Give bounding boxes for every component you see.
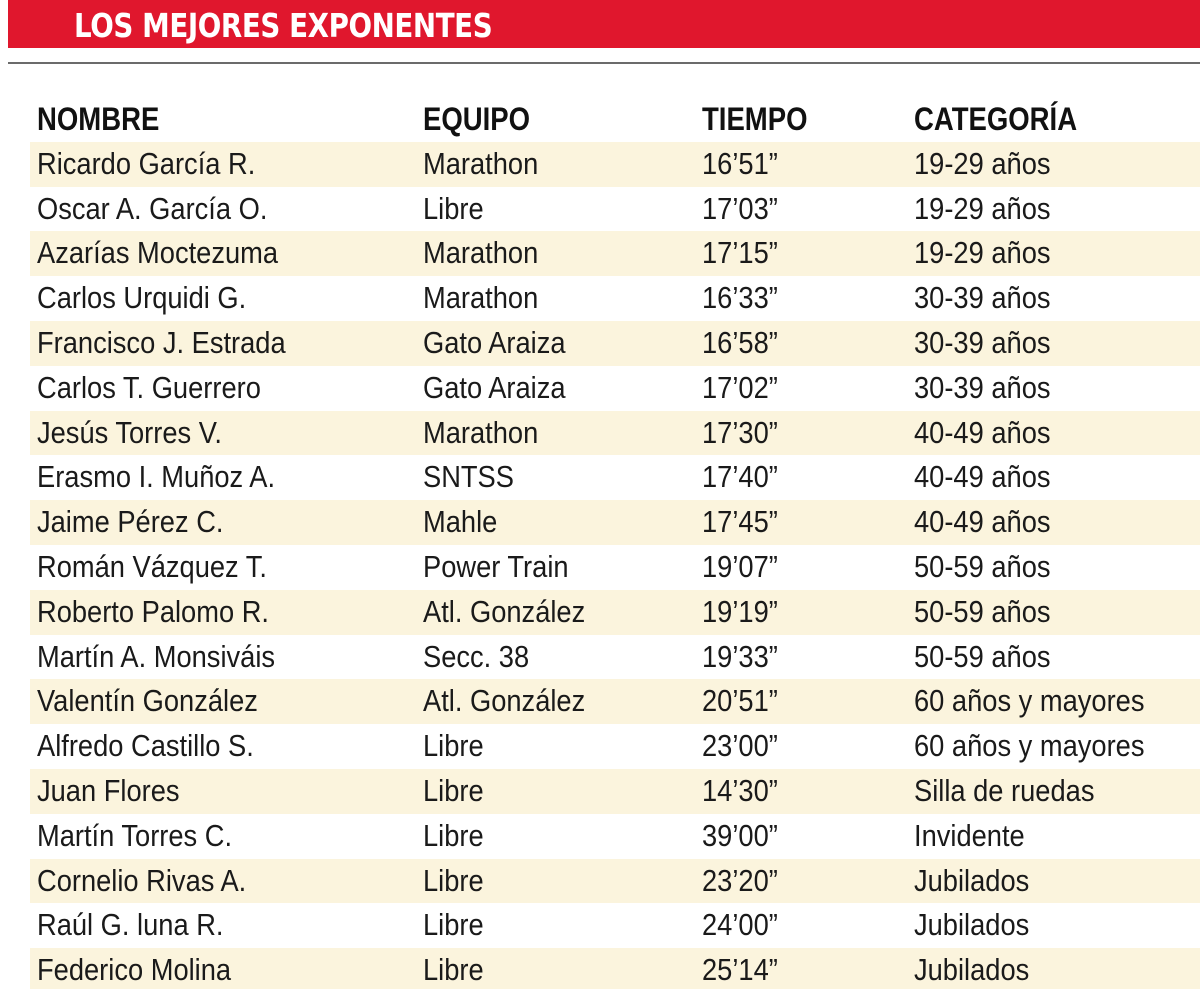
table-row xyxy=(30,231,1200,276)
cell-categoria: 50-59 años xyxy=(914,593,1051,629)
cell-tiempo: 16’58” xyxy=(702,324,778,360)
cell-nombre: Federico Molina xyxy=(37,952,232,988)
table-row xyxy=(30,814,1200,859)
cell-categoria: Jubilados xyxy=(914,862,1030,898)
cell-equipo: Atl. González xyxy=(423,593,586,629)
cell-nombre: Raúl G. luna R. xyxy=(37,907,224,943)
column-header-tiempo: TIEMPO xyxy=(702,101,808,137)
cell-equipo: Atl. González xyxy=(423,683,586,719)
cell-tiempo: 20’51” xyxy=(702,683,778,719)
table-header-row xyxy=(30,97,1200,142)
cell-categoria: 40-49 años xyxy=(914,414,1051,450)
cell-tiempo: 17’40” xyxy=(702,459,778,495)
cell-equipo: Libre xyxy=(423,817,484,853)
cell-tiempo: 19’19” xyxy=(702,593,778,629)
cell-tiempo: 24’00” xyxy=(702,907,778,943)
cell-tiempo: 17’02” xyxy=(702,369,778,405)
cell-equipo: Gato Araiza xyxy=(423,324,566,360)
cell-equipo: Marathon xyxy=(423,145,539,181)
cell-nombre: Martín Torres C. xyxy=(37,817,233,853)
cell-nombre: Ricardo García R. xyxy=(37,145,256,181)
cell-categoria: Jubilados xyxy=(914,907,1030,943)
cell-categoria: 19-29 años xyxy=(914,145,1051,181)
table-row xyxy=(30,500,1200,545)
cell-equipo: Gato Araiza xyxy=(423,369,566,405)
cell-equipo: Libre xyxy=(423,862,484,898)
table-row xyxy=(30,948,1200,989)
table-row xyxy=(30,545,1200,590)
cell-categoria: Silla de ruedas xyxy=(914,772,1095,808)
table-row xyxy=(30,859,1200,904)
table-row xyxy=(30,187,1200,232)
table-row xyxy=(30,724,1200,769)
cell-categoria: 30-39 años xyxy=(914,280,1051,316)
cell-nombre: Juan Flores xyxy=(37,772,180,808)
cell-tiempo: 19’07” xyxy=(702,548,778,584)
cell-categoria: 40-49 años xyxy=(914,504,1051,540)
cell-tiempo: 17’15” xyxy=(702,235,778,271)
cell-equipo: Libre xyxy=(423,952,484,988)
cell-tiempo: 23’20” xyxy=(702,862,778,898)
table-row xyxy=(30,142,1200,187)
table-row xyxy=(30,903,1200,948)
divider xyxy=(8,62,1200,64)
table-row xyxy=(30,590,1200,635)
cell-tiempo: 14’30” xyxy=(702,772,778,808)
cell-categoria: 30-39 años xyxy=(914,369,1051,405)
cell-tiempo: 25’14” xyxy=(702,952,778,988)
cell-equipo: Power Train xyxy=(423,548,569,584)
table-row xyxy=(30,321,1200,366)
cell-categoria: 40-49 años xyxy=(914,459,1051,495)
cell-equipo: Marathon xyxy=(423,235,539,271)
cell-categoria: 60 años y mayores xyxy=(914,728,1145,764)
cell-tiempo: 16’33” xyxy=(702,280,778,316)
cell-categoria: 30-39 años xyxy=(914,324,1051,360)
cell-equipo: Libre xyxy=(423,772,484,808)
cell-equipo: Secc. 38 xyxy=(423,638,530,674)
cell-tiempo: 39’00” xyxy=(702,817,778,853)
cell-equipo: Libre xyxy=(423,728,484,764)
table-body xyxy=(30,142,1200,989)
cell-categoria: 19-29 años xyxy=(914,190,1051,226)
cell-equipo: SNTSS xyxy=(423,459,514,495)
page-title: LOS MEJORES EXPONENTES xyxy=(74,6,493,45)
table-row xyxy=(30,276,1200,321)
cell-categoria: 50-59 años xyxy=(914,548,1051,584)
table-row xyxy=(30,411,1200,456)
cell-nombre: Francisco J. Estrada xyxy=(37,324,286,360)
cell-nombre: Carlos Urquidi G. xyxy=(37,280,247,316)
column-header-equipo: EQUIPO xyxy=(423,101,531,137)
cell-categoria: 50-59 años xyxy=(914,638,1051,674)
table-row xyxy=(30,635,1200,680)
cell-nombre: Oscar A. García O. xyxy=(37,190,268,226)
table-row xyxy=(30,769,1200,814)
title-banner xyxy=(8,0,1200,48)
cell-equipo: Marathon xyxy=(423,414,539,450)
cell-categoria: Invidente xyxy=(914,817,1025,853)
cell-nombre: Roberto Palomo R. xyxy=(37,593,269,629)
cell-nombre: Alfredo Castillo S. xyxy=(37,728,254,764)
cell-tiempo: 23’00” xyxy=(702,728,778,764)
cell-nombre: Azarías Moctezuma xyxy=(37,235,279,271)
cell-equipo: Libre xyxy=(423,907,484,943)
cell-tiempo: 17’30” xyxy=(702,414,778,450)
cell-nombre: Erasmo I. Muñoz A. xyxy=(37,459,276,495)
cell-nombre: Martín A. Monsiváis xyxy=(37,638,276,674)
cell-equipo: Marathon xyxy=(423,280,539,316)
cell-nombre: Jesús Torres V. xyxy=(37,414,222,450)
cell-categoria: Jubilados xyxy=(914,952,1030,988)
column-header-categoria: CATEGORÍA xyxy=(914,101,1078,137)
results-table xyxy=(30,97,1200,989)
cell-categoria: 60 años y mayores xyxy=(914,683,1145,719)
cell-nombre: Cornelio Rivas A. xyxy=(37,862,247,898)
table-row xyxy=(30,455,1200,500)
cell-tiempo: 17’45” xyxy=(702,504,778,540)
cell-tiempo: 17’03” xyxy=(702,190,778,226)
cell-nombre: Román Vázquez T. xyxy=(37,548,267,584)
cell-tiempo: 16’51” xyxy=(702,145,778,181)
cell-nombre: Carlos T. Guerrero xyxy=(37,369,261,405)
column-header-nombre: NOMBRE xyxy=(37,101,160,137)
cell-nombre: Jaime Pérez C. xyxy=(37,504,224,540)
cell-tiempo: 19’33” xyxy=(702,638,778,674)
cell-nombre: Valentín González xyxy=(37,683,258,719)
cell-categoria: 19-29 años xyxy=(914,235,1051,271)
cell-equipo: Libre xyxy=(423,190,484,226)
table-row xyxy=(30,366,1200,411)
table-row xyxy=(30,679,1200,724)
cell-equipo: Mahle xyxy=(423,504,498,540)
